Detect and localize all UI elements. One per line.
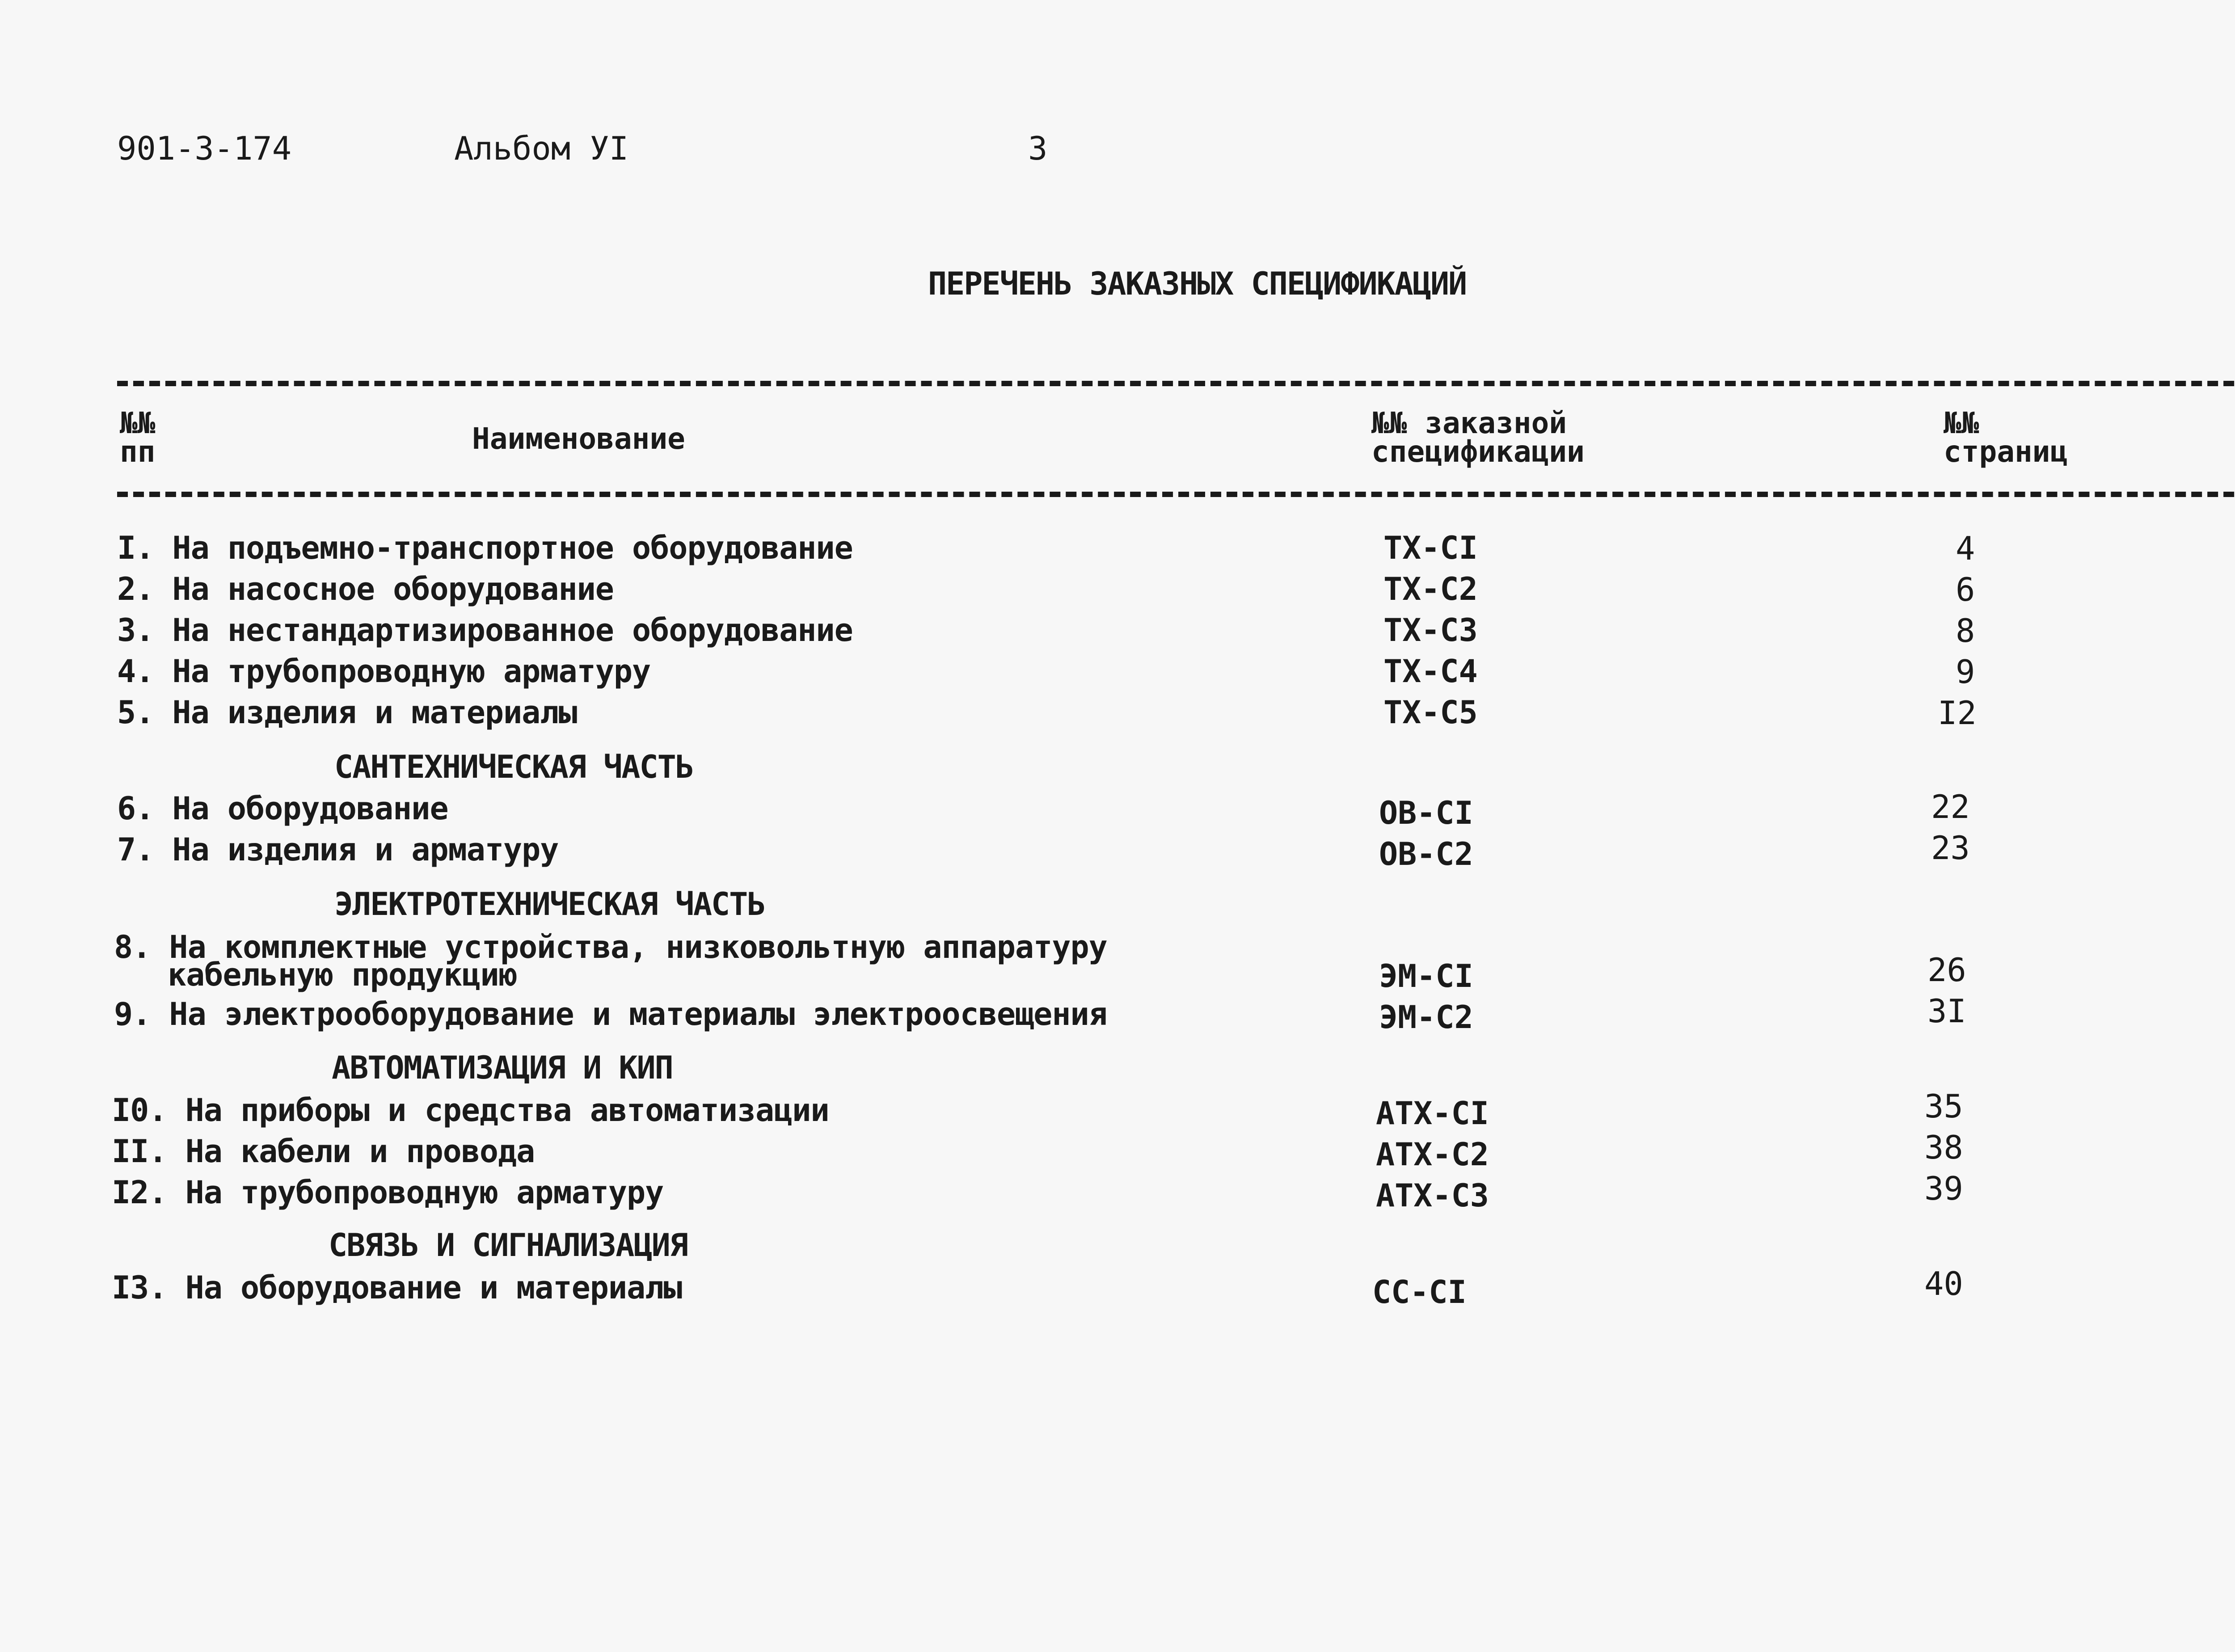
list-item-code: ЭМ-С2 — [1379, 999, 1473, 1036]
bottom-dashed-rule — [117, 492, 2235, 497]
list-item-page: 6 — [1956, 571, 1975, 608]
list-item-code: АТХ-С2 — [1376, 1136, 1489, 1173]
list-item-label: 9. На электрооборудование и материалы электроосвещения — [114, 996, 1107, 1032]
column-header-number-line-2: пп — [120, 434, 156, 469]
list-item-page: 23 — [1931, 829, 1970, 867]
section-heading: АВТОМАТИЗАЦИЯ И КИП — [332, 1049, 673, 1086]
list-item-label: 3. На нестандартизированное оборудование — [117, 612, 853, 649]
page-number: 3 — [1028, 130, 1048, 167]
list-item-page: 3I — [1927, 992, 1966, 1030]
list-item-page: 8 — [1956, 612, 1975, 649]
column-header-pages-line-2: страниц — [1944, 434, 2068, 469]
column-header-spec-line-2: спецификации — [1371, 434, 1585, 469]
list-item-label: I0. На приборы и средства автоматизации — [112, 1092, 829, 1129]
list-item-code: ЭМ-СI — [1379, 958, 1473, 995]
column-header-pages-line-1: №№ — [1944, 406, 1979, 440]
list-item-code: ТХ-С4 — [1383, 653, 1478, 690]
list-item-page: 4 — [1956, 530, 1975, 567]
list-item-code: ТХ-С5 — [1383, 694, 1478, 731]
list-item-label: 8. На комплектные устройства, низковольтную аппаратуру — [114, 929, 1107, 965]
list-item-page: 35 — [1924, 1087, 1963, 1125]
list-item-label: 4. На трубопроводную арматуру — [117, 653, 651, 690]
list-item-label: I. На подъемно-транспортное оборудование — [117, 530, 853, 566]
list-item-label: I2. На трубопроводную арматуру — [112, 1174, 664, 1211]
list-item-code: АТХ-СI — [1376, 1095, 1489, 1132]
list-item-label: I3. На оборудование и материалы — [112, 1269, 682, 1306]
column-header-name: Наименование — [472, 421, 685, 456]
section-heading: СВЯЗЬ И СИГНАЛИЗАЦИЯ — [329, 1227, 687, 1264]
list-item-page: 9 — [1956, 653, 1975, 691]
list-item-page: 39 — [1924, 1170, 1963, 1207]
top-dashed-rule — [117, 381, 2235, 386]
page-title: ПЕРЕЧЕНЬ ЗАКАЗНЫХ СПЕЦИФИКАЦИЙ — [928, 266, 1467, 302]
list-item-code: ТХ-СI — [1383, 530, 1478, 566]
list-item-label-continued: кабельную продукцию — [168, 957, 517, 993]
list-item-label: 6. На оборудование — [117, 790, 448, 827]
section-heading: ЭЛЕКТРОТЕХНИЧЕСКАЯ ЧАСТЬ — [334, 886, 765, 923]
list-item-code: АТХ-С3 — [1376, 1177, 1489, 1214]
list-item-label: 7. На изделия и арматуру — [117, 831, 559, 868]
list-item-code: СС-СI — [1372, 1274, 1467, 1311]
document-code: 901-3-174 — [117, 130, 292, 167]
list-item-page: I2 — [1938, 694, 1977, 732]
list-item-code: ТХ-С3 — [1383, 612, 1478, 649]
list-item-label: 5. На изделия и материалы — [117, 694, 577, 731]
column-header-number-line-1: №№ — [120, 406, 156, 440]
column-header-spec — [1371, 406, 1585, 469]
list-item-page: 26 — [1927, 951, 1966, 989]
list-item-page: 40 — [1924, 1265, 1963, 1302]
list-item-label: 2. На насосное оборудование — [117, 571, 614, 607]
list-item-label: II. На кабели и провода — [112, 1133, 535, 1170]
list-item-code: ТХ-С2 — [1383, 571, 1478, 607]
album-label: Альбом УI — [454, 130, 629, 167]
list-item-code: ОВ-С2 — [1379, 836, 1473, 872]
list-item-page: 38 — [1924, 1129, 1963, 1166]
column-header-pages — [1944, 406, 2068, 469]
list-item-code: ОВ-СI — [1379, 795, 1473, 831]
column-header-number — [120, 406, 156, 469]
section-heading: САНТЕХНИЧЕСКАЯ ЧАСТЬ — [334, 749, 693, 785]
list-item-page: 22 — [1931, 788, 1970, 826]
column-header-spec-line-1: №№ заказной — [1371, 406, 1567, 440]
